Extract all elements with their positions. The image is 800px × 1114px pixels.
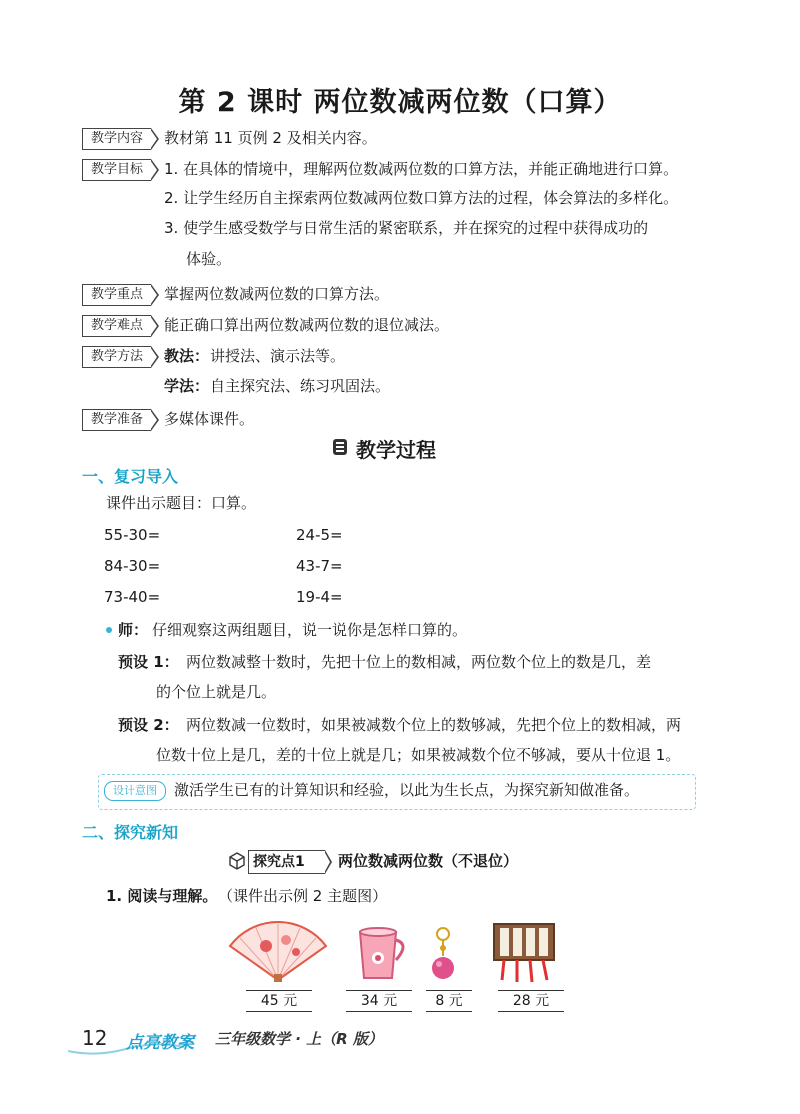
- page-title: 第 2 课时 两位数减两位数（口算）: [178, 87, 622, 118]
- preset-1-line-2: 的个位上就是几。: [156, 683, 277, 701]
- calc-left-3: 73-40=: [104, 588, 161, 606]
- goal-line-2: 2. 让学生经历自主探索两位数减两位数口算方法的过程，体会算法的多样化。: [164, 189, 679, 207]
- fan-illustration: [226, 920, 330, 984]
- calc-right-1: 24-5=: [296, 526, 343, 544]
- price-tag-keychain: 8 元: [426, 990, 472, 1012]
- method-learn-text: 自主探究法、练习巩固法。: [210, 377, 391, 395]
- bookmarks-illustration: [490, 920, 558, 984]
- tag-difficulty: 教学难点: [82, 315, 151, 337]
- preset-2-line-2: 位数十位上是几，差的十位上就是几；如果被减数个位不够减，要从十位退 1。: [156, 746, 681, 764]
- calc-left-1: 55-30=: [104, 526, 161, 544]
- price-tag-fan: 45 元: [246, 990, 312, 1012]
- footer-brand: 点亮教案: [126, 1033, 194, 1053]
- method-label-learn: 学法：: [164, 377, 210, 395]
- calc-right-2: 43-7=: [296, 557, 343, 575]
- section-2-title: 二、探究新知: [82, 823, 179, 842]
- method-label-teach: 教法：: [164, 347, 210, 365]
- preset-2-line-1: 两位数减一位数时，如果被减数个位上的数够减，先把个位上的数相减，两: [186, 716, 682, 734]
- preparation-text: 多媒体课件。: [164, 410, 255, 428]
- preset-2-label: 预设 2：: [118, 716, 179, 734]
- keychain-illustration: [428, 926, 458, 984]
- explore-point-label: 探究点1: [248, 850, 325, 874]
- price-tag-cup: 34 元: [346, 990, 412, 1012]
- tag-teaching-content: 教学内容: [82, 128, 151, 150]
- tag-method: 教学方法: [82, 346, 151, 368]
- process-heading: 教学过程: [356, 438, 436, 462]
- design-intent-text: 激活学生已有的计算知识和经验，以此为生长点，为探究新知做准备。: [174, 781, 640, 799]
- cube-icon: [228, 852, 246, 870]
- design-intent-tag: 设计意图: [104, 781, 166, 801]
- footer-text: 三年级数学 · 上（R 版）: [215, 1030, 383, 1048]
- method-teach-text: 讲授法、演示法等。: [210, 347, 346, 365]
- calc-right-3: 19-4=: [296, 588, 343, 606]
- step-1-title: 1. 阅读与理解。: [106, 887, 218, 905]
- tag-key-point: 教学重点: [82, 284, 151, 306]
- goal-line-3: 3. 使学生感受数学与日常生活的紧密联系，并在探究的过程中获得成功的: [164, 219, 649, 237]
- tag-teaching-goals: 教学目标: [82, 159, 151, 181]
- step-1-note: （课件出示例 2 主题图）: [218, 887, 388, 905]
- goal-line-4: 体验。: [186, 250, 232, 268]
- goal-line-1: 1. 在具体的情境中，理解两位数减两位数的口算方法，并能正确地进行口算。: [164, 160, 679, 178]
- price-tag-bookmarks: 28 元: [498, 990, 564, 1012]
- cup-illustration: [352, 926, 412, 982]
- explore-point-title: 两位数减两位数（不退位）: [338, 852, 519, 870]
- tag-preparation: 教学准备: [82, 409, 151, 431]
- calc-left-2: 84-30=: [104, 557, 161, 575]
- section-1-intro: 课件出示题目：口算。: [106, 494, 257, 512]
- bullet-dot: [106, 627, 112, 633]
- section-1-title: 一、复习导入: [82, 467, 179, 486]
- preset-1-label: 预设 1：: [118, 653, 179, 671]
- page-number: 12: [82, 1026, 108, 1050]
- difficulty-text: 能正确口算出两位数减两位数的退位减法。: [164, 316, 450, 334]
- teacher-text: 仔细观察这两组题目，说一说你是怎样口算的。: [152, 621, 468, 639]
- book-icon: [330, 437, 350, 457]
- preset-1-line-1: 两位数减整十数时，先把十位上的数相减，两位数个位上的数是几，差: [186, 653, 652, 671]
- key-point-text: 掌握两位数减两位数的口算方法。: [164, 285, 390, 303]
- teacher-label: 师：: [118, 621, 149, 639]
- teaching-content-text: 教材第 11 页例 2 及相关内容。: [164, 129, 377, 147]
